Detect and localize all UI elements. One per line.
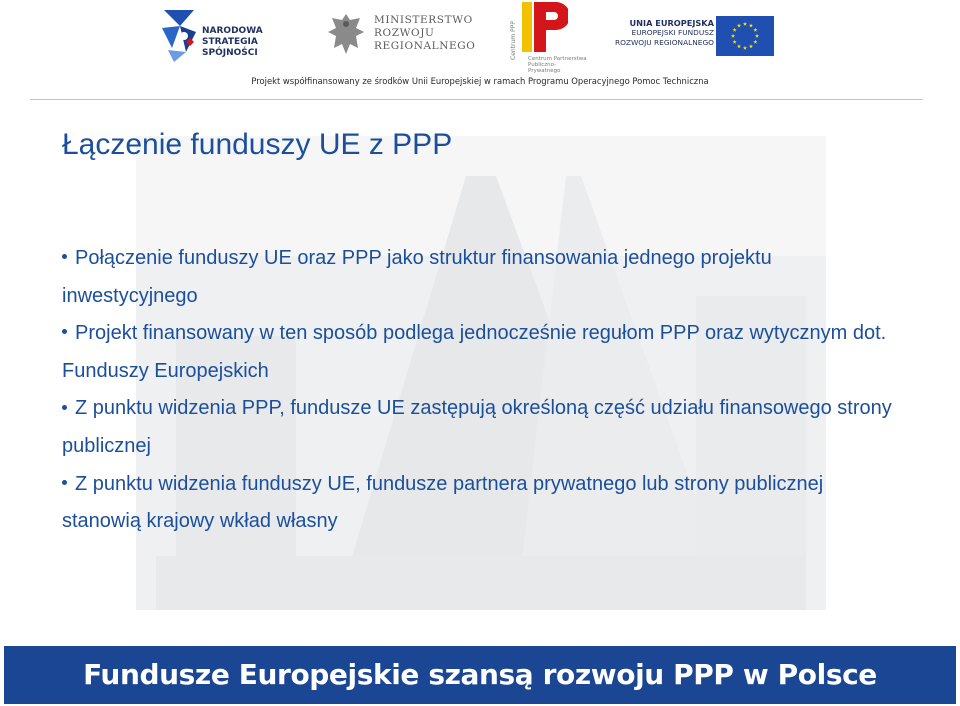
bullet-text-2: Projekt finansowany w ten sposób podlega jednocześnie regułom PPP oraz wytycznym dot. Funduszy Europejskich [62, 322, 887, 382]
bullet-icon [62, 254, 67, 259]
eu-logo-text [594, 18, 714, 48]
ppp-subtitle: Centrum Partnerstwa Publiczno-Prywatnego [528, 56, 587, 74]
footer-band [4, 646, 956, 704]
eu-logo [610, 14, 780, 60]
bullet-icon [62, 329, 67, 334]
bullet-icon [62, 480, 67, 485]
slide-title: Łączenie funduszy UE z PPP [62, 128, 453, 161]
mrr-line-3: REGIONALNEGO [374, 40, 476, 52]
eu-line-3: ROZWOJU REGIONALNEGO [614, 38, 714, 47]
bullet-icon [62, 405, 67, 410]
header-divider [30, 99, 923, 100]
eu-line-2: EUROPEJSKI FUNDUSZ [631, 28, 714, 37]
bullet-item-2 [62, 315, 902, 390]
mrr-logo [322, 10, 482, 60]
centrum-ppp-logo [510, 2, 587, 74]
bullet-item-3 [62, 390, 902, 465]
mrr-logo-text [374, 14, 484, 53]
bullet-text-3: Z punktu widzenia PPP, fundusze UE zastępują określoną część udziału finansowego strony publicznej [62, 397, 892, 457]
eu-flag-icon [716, 16, 774, 56]
footer-slogan: Fundusze Europejskie szansą rozwoju PPP w Polsce [83, 658, 877, 691]
project-cofinancing-line: Projekt współfinansowany ze środków Unii Europejskiej w ramach Programu Operacyjnego Pomoc Techniczna [251, 76, 709, 86]
ppp-p-icon [522, 2, 568, 54]
nss-logo [156, 6, 306, 64]
bullet-item-1 [62, 240, 902, 315]
header-logos [0, 0, 960, 72]
mrr-line-2: ROZWOJU [374, 27, 435, 39]
nss-emblem-icon [160, 8, 200, 64]
nss-logo-text: NARODOWA STRATEGIA SPÓJNOŚCI [202, 26, 263, 58]
bullet-text-1: Połączenie funduszy UE oraz PPP jako struktur finansowania jednego projektu inwestycyjnego [62, 247, 772, 307]
eu-title: UNIA EUROPEJSKA [629, 18, 714, 28]
bullet-list [62, 240, 902, 541]
eagle-emblem-icon [326, 10, 366, 58]
bullet-item-4 [62, 466, 902, 541]
bullet-text-4: Z punktu widzenia funduszy UE, fundusze partnera prywatnego lub strony publicznej stanowią krajowy wkład własny [62, 472, 824, 533]
ppp-side-text: Centrum PPP [510, 21, 517, 60]
mrr-line-1: MINISTERSTWO [374, 14, 473, 26]
